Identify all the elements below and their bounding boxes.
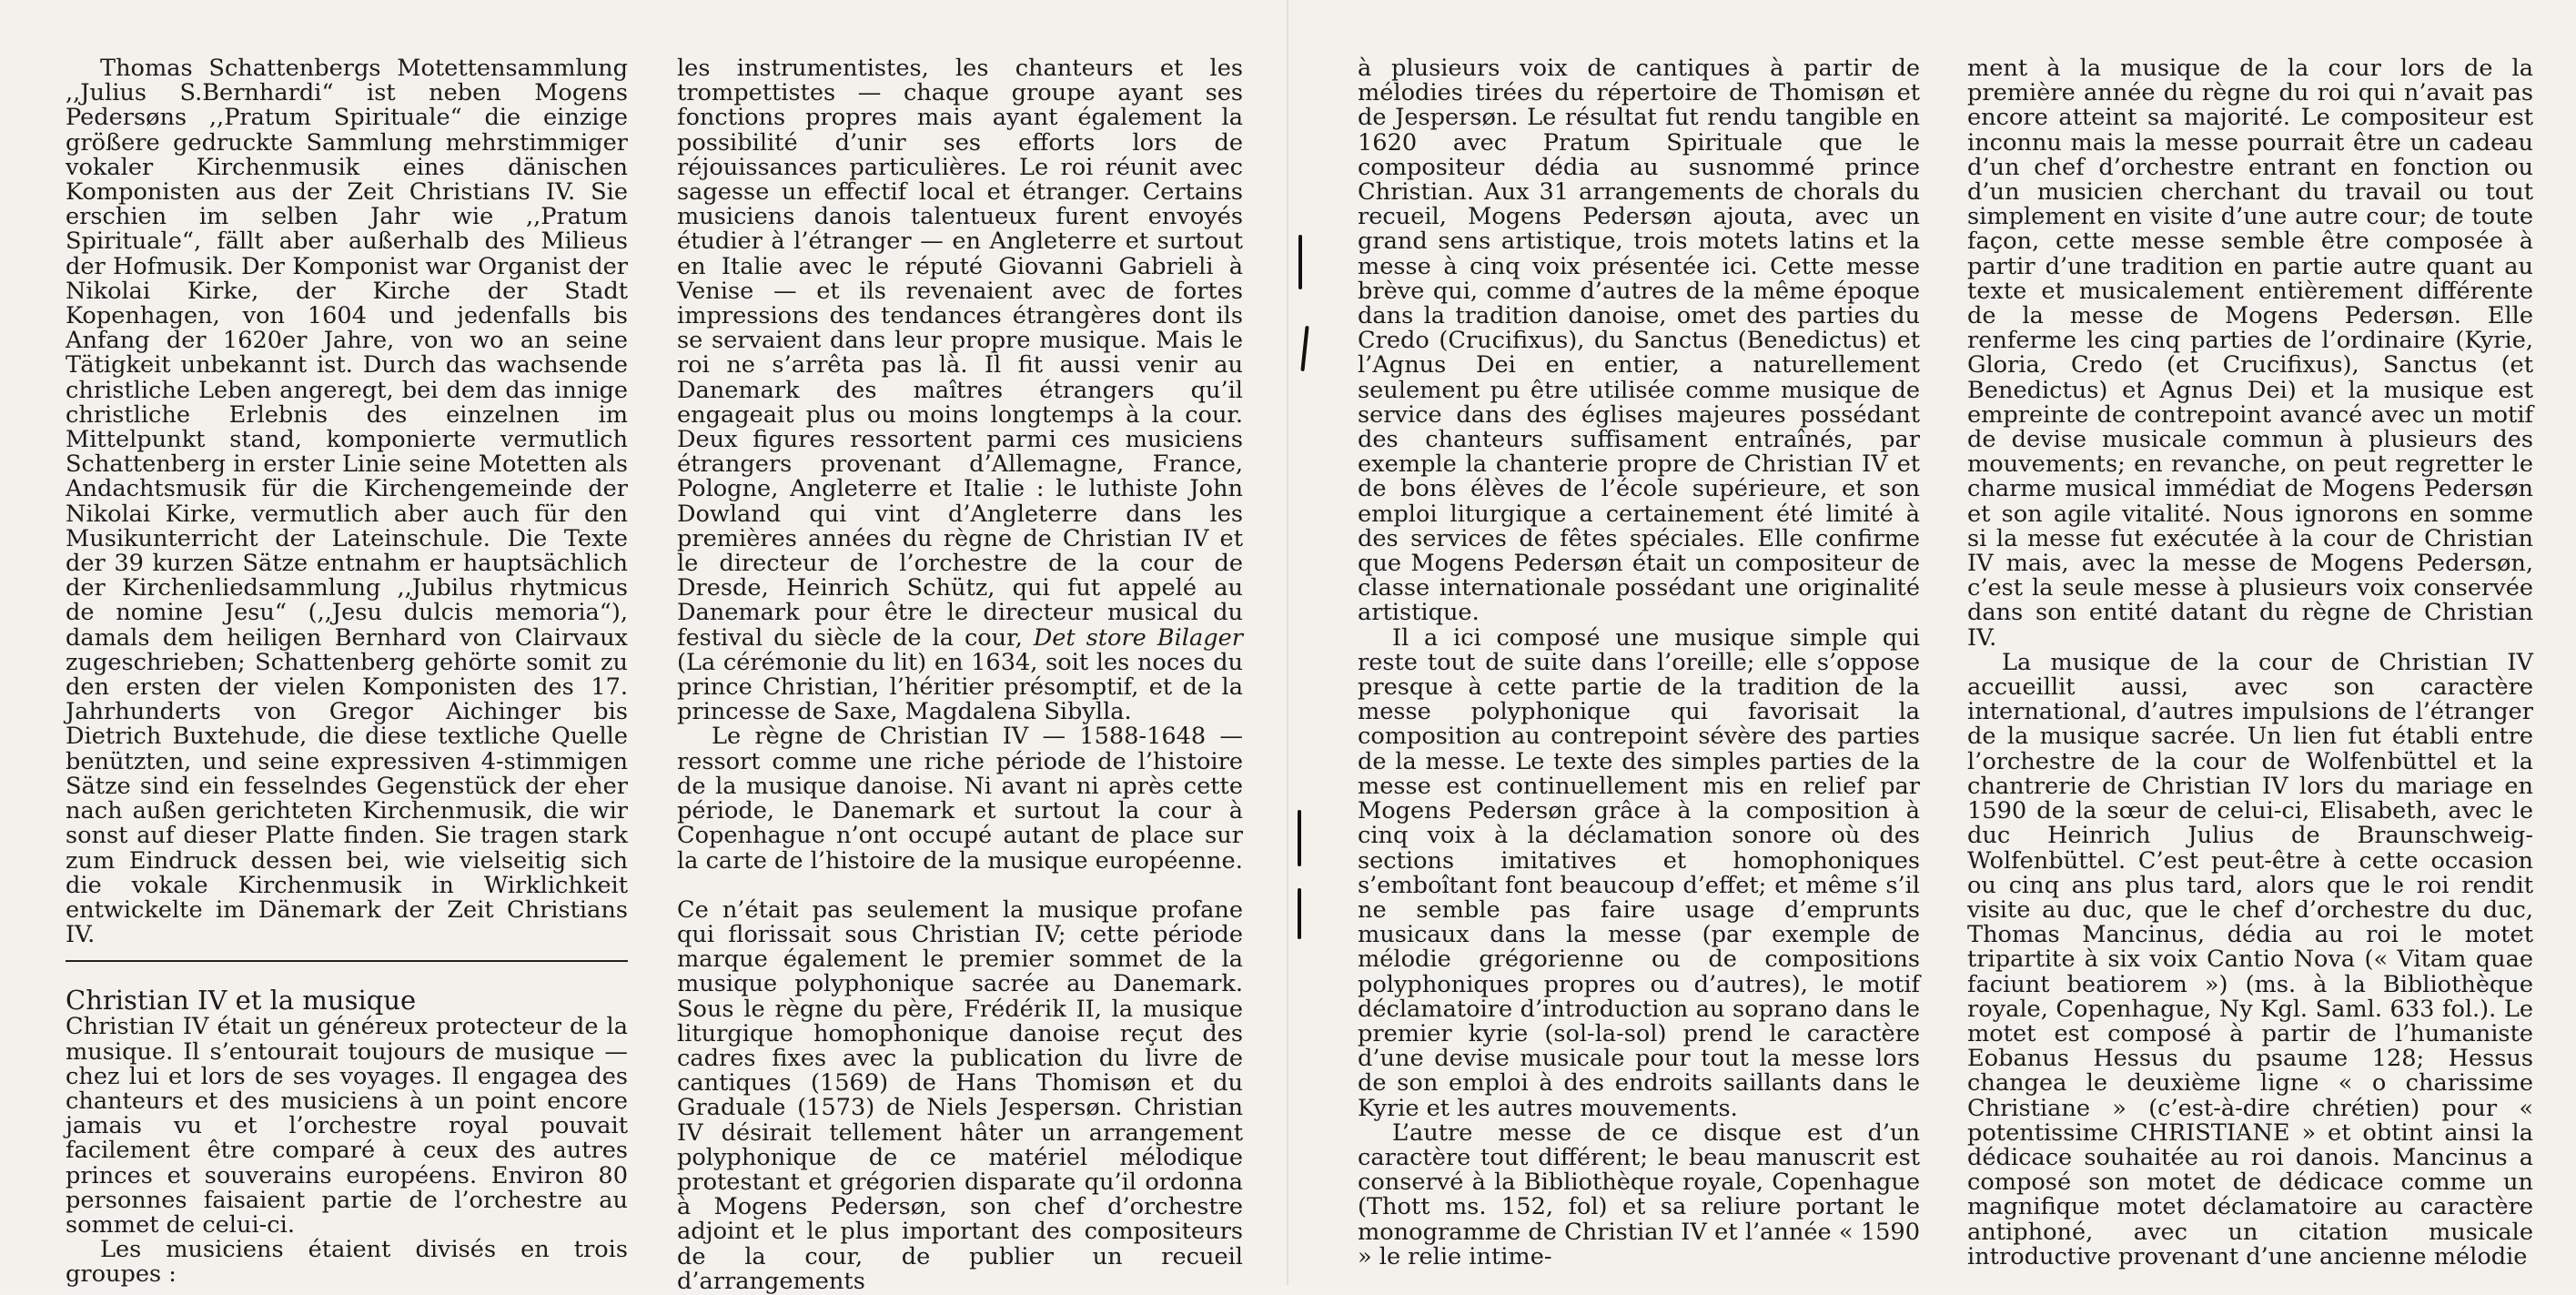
paragraph-schattenberg: Thomas Schattenbergs Motettensammlung ,,Julius S.Bernhardi“ ist neben Mogens Pedersøns ,,Pratum Spirituale“ die einzige größere gedruckte Sammlung mehrstimmiger vokaler Kirchenmusik eines dänischen Komponisten aus der Zeit Christians IV. Sie erschien im selben Jahr wie ,,Pratum Spirituale“, fällt aber außerhalb des Milieus der Hofmusik. Der Komponist war Organist der Nikolai Kirke, der Kirche der Stadt Kopenhagen, von 1604 und jedenfalls bis Anfang der 1620er Jahre, von wo an seine Tätigkeit unbekannt ist. Durch das wachsende christliche Leben angeregt, bei dem das innige christliche Erlebnis des einzelnen im Mittelpunkt stand, komponierte vermutlich Schattenberg in erster Linie seine Motetten als Andachtsmusik für die Kirchengemeinde der Nikolai Kirke, vermutlich aber auch für den Musikunterricht der Lateinschule. Die Texte der 39 kurzen Sätze entnahm er hauptsächlich der Kirchenliedsammlung ,,Jubilus rhytmicus de nomine Jesu“ (,,Jesu dulcis memoria“), damals dem heiligen Bernhard von Clairvaux zugeschrieben; Schattenberg gehörte somit zu den ersten der vielen Komponisten des 17. Jahrhunderts von Gregor Aichinger bis Dietrich Buxtehude, die diese textliche Quelle benützten, und seine expressiven 4-stimmigen Sätze sind ein fesselndes Gegenstück der eher nach außen gerichteten Kirchenmusik, die wir sonst auf dieser Platte finden. Sie tragen stark zum Eindruck dessen bei, wie vielseitig sich die vokale Kirchenmusik in Wirklichkeit entwickelte im Dänemark der Zeit Christians IV.: [66, 55, 628, 949]
paragraph-plusieurs-voix: à plusieurs voix de cantiques à partir de mélodies tirées du répertoire de Thomisøn et de Jespersøn. Le résultat fut rendu tangible en 1620 avec Pratum Spirituale que le compositeur dédia au susnommé prince Christian. Aux 31 arrangements de chorals du recueil, Mogens Pedersøn ajouta, avec un grand sens artistique, trois motets latins et la messe à cinq voix présentée ici. Cette messe brève qui, comme d’autres de la même époque dans la tradition danoise, omet des parties du Credo (Crucifixus), du Sanctus (Benedictus) et l’Agnus Dei en entier, a naturellement seulement pu être utilisée comme musique de service dans des églises majeures possédant des chanteurs suffisament entraînés, par exemple la chanterie propre de Christian IV et de bons élèves de l’école supérieure, et son emploi liturgique a certainement été limité à des services de fêtes spéciales. Elle confirme que Mogens Pedersøn était un compositeur de classe internationale possédant une originalité artistique.: [1358, 55, 1920, 627]
paragraph-regne: Le règne de Christian IV — 1588-1648 — ressort comme une riche période de l’histoire de la musique danoise. Ni avant ni après cette période, le Danemark et surtout la cour à Copenhague n’ont occupé autant de place sur la carte de l’histoire de la musique européenne.: [677, 723, 1243, 875]
paragraph-protecteur: Christian IV était un généreux protecteur de la musique. Il s’entourait toujours de musique — chez lui et lors de ses voyages. Il engagea des chanteurs et des musiciens à un point encore jamais vu et l’orchestre royal pouvait facilement être comparé à ceux des autres princes et souverains européens. Environ 80 personnes faisaient partie de l’orchestre au sommet de celui-ci.: [66, 1013, 628, 1239]
binding-mark: [1300, 326, 1308, 371]
column-1: [66, 56, 628, 1288]
paragraph-autre-messe: L’autre messe de ce disque est d’un caractère tout différent; le beau manuscrit est conservé à la Bibliothèque royale, Copenhague (Thott ms. 152, fol) et sa reliure portant le monogramme de Christian IV et l’année « 1590 » le relie intime-: [1358, 1118, 1920, 1270]
paragraph-premiere-annee: ment à la musique de la cour lors de la première année du règne du roi qui n’avait pas encore atteint sa majorité. Le compositeur est inconnu mais la messe pourrait être un cadeau d’un chef d’orchestre entrant en fonction ou d’un musicien cherchant du travail ou tout simplement en visite d’une autre cour; de toute façon, cette messe semble être composée à partir d’une tradition en partie autre quant au texte et musicalement entièrement différente de la messe de Mogens Pedersøn. Elle renferme les cinq parties de l’ordinaire (Kyrie, Gloria, Credo (et Crucifixus), Sanctus (et Benedictus) et Agnus Dei) et la musique est empreinte de contrepoint avancé avec un motif de devise musicale commun à plusieurs des mouvements; en revanche, on peut regretter le charme musical immédiat de Mogens Pedersøn et son agile vitalité. Nous ignorons en somme si la messe fut exécutée à la cour de Christian IV mais, avec la messe de Mogens Pedersøn, c’est la seule messe à plusieurs voix conservée dans son entité datant du règne de Christian IV.: [1967, 55, 2533, 652]
binding-mark: [1298, 888, 1301, 939]
column-3: [1358, 56, 1920, 1270]
paragraph-musiciens: Les musiciens étaient divisés en trois groupes :: [66, 1236, 628, 1289]
paragraph-text-end: (La cérémonie du lit) en 1634, soit les noces du prince Christian, l’héritier présomptif, et de la princesse de Saxe, Magdalena Sibylla.: [677, 648, 1243, 726]
paragraph-musique-simple: Il a ici composé une musique simple qui reste tout de suite dans l’oreille; elle s’oppose presque à cette partie de la tradition de la messe polyphonique qui favorisait la composition au contrepoint sévère des parties de la messe. Le texte des simples parties de la messe est continuellement mis en relief par Mogens Pedersøn grâce à la composition à cinq voix à la déclamation sonore où des sections imitatives et homophoniques s’emboîtant font beaucoup d’effet; et même s’il ne semble pas faire usage d’emprunts musicaux dans la messe (par exemple de mélodie grégorienne ou de compositions polyphoniques propres ou d’autres), le motif déclamatoire d’introduction au soprano dans le premier kyrie (sol-la-sol) prend le caractère d’une devise musicale pour tout la messe lors de son emploi à des endroits saillants dans le Kyrie et les autres mouvements.: [1358, 623, 1920, 1122]
paragraph-gap: [677, 874, 1243, 898]
binding-mark: [1298, 810, 1301, 866]
section-heading: Christian IV et la musique: [66, 985, 417, 1017]
paragraph-musique-profane: Ce n’était pas seulement la musique profane qui florissait sous Christian IV; cette période marque également le premier sommet de la musique polyphonique sacrée au Danemark. Sous le règne du père, Frédérik II, la musique liturgique homophonique danoise reçut des cadres fixes avec la publication du livre de cantiques (1569) de Hans Thomisøn et du Graduale (1573) de Niels Jespersøn. Christian IV désirait tellement hâter un arrangement polyphonique de ce matériel mélodique protestant et grégorien disparate qu’il ordonna à Mogens Pedersøn, son chef d’orchestre adjoint et le plus important des compositeurs de la cour, de publier un recueil d’arrangements: [677, 895, 1243, 1295]
page-fold: [1287, 0, 1288, 1285]
paragraph-instrumentistes: [677, 56, 1243, 724]
column-4: [1967, 56, 2533, 1270]
paragraph-cour-christian: La musique de la cour de Christian IV accueillit aussi, avec son caractère international, d’autres impulsions de l’étranger de la musique sacrée. Un lien fut établi entre l’orchestre de la cour de Wolfenbüttel et la chantrerie de Christian IV lors du mariage en 1590 de la sœur de celui-ci, Elisabeth, avec le duc Heinrich Julius de Braunschweig-Wolfenbüttel. C’est peut-être à cette occasion ou cinq ans plus tard, alors que le roi rendit visite au duc, que le chef d’orchestre du duc, Thomas Mancinus, dédia au roi le motet tripartite à six voix Cantio Nova (« Vitam quae faciunt beatiorem ») (ms. à la Bibliothèque royale, Copenhague, Ny Kgl. Saml. 633 fol.). Le motet est composé à partir de l’humaniste Eobanus Hessus du psaume 128; Hessus changea le deuxième ligne « o charissime Christiane » (c’est-à-dire chrétien) pour « potentissime CHRISTIANE » et obtint ainsi la dédicace souhaitée au roi danois. Mancinus a composé son motet de dédicace comme un magnifique motet déclamatoire au caractère antiphoné, avec un citation musicale introductive provenant d’une ancienne mélodie: [1967, 648, 2533, 1270]
column-2: [677, 56, 1243, 1294]
section-divider: [66, 960, 628, 962]
binding-mark: [1298, 235, 1302, 289]
paragraph-text: les instrumentistes, les chanteurs et les trompettistes — chaque groupe ayant ses fonctions propres mais ayant également la possibilité d’unir ses efforts lors de réjouissances particulières. Le roi réunit avec sagesse un effectif local et étranger. Certains musiciens danois talentueux furent envoyés étudier à l’étranger — en Angleterre et surtout en Italie avec le réputé Giovanni Gabrieli à Venise — et ils revenaient avec de fortes impressions des tendances étrangères dont ils se servaient dans leur propre musique. Mais le roi ne s’arrêta pas là. Il fit aussi venir au Danemark des maîtres étrangers qu’il engageait plus ou moins longtemps à la cour. Deux figures ressortent parmi ces musiciens étrangers provenant d’Allemagne, France, Pologne, Angleterre et Italie : le luthiste John Dowland qui vint d’Angleterre dans les premières années du règne de Christian IV et le directeur de l’orchestre de la cour de Dresde, Heinrich Schütz, qui fut appelé au Danemark pour être le directeur musical du festival du siècle de la cour,: [677, 55, 1243, 652]
italic-title: Det store Bilager: [1033, 623, 1244, 652]
